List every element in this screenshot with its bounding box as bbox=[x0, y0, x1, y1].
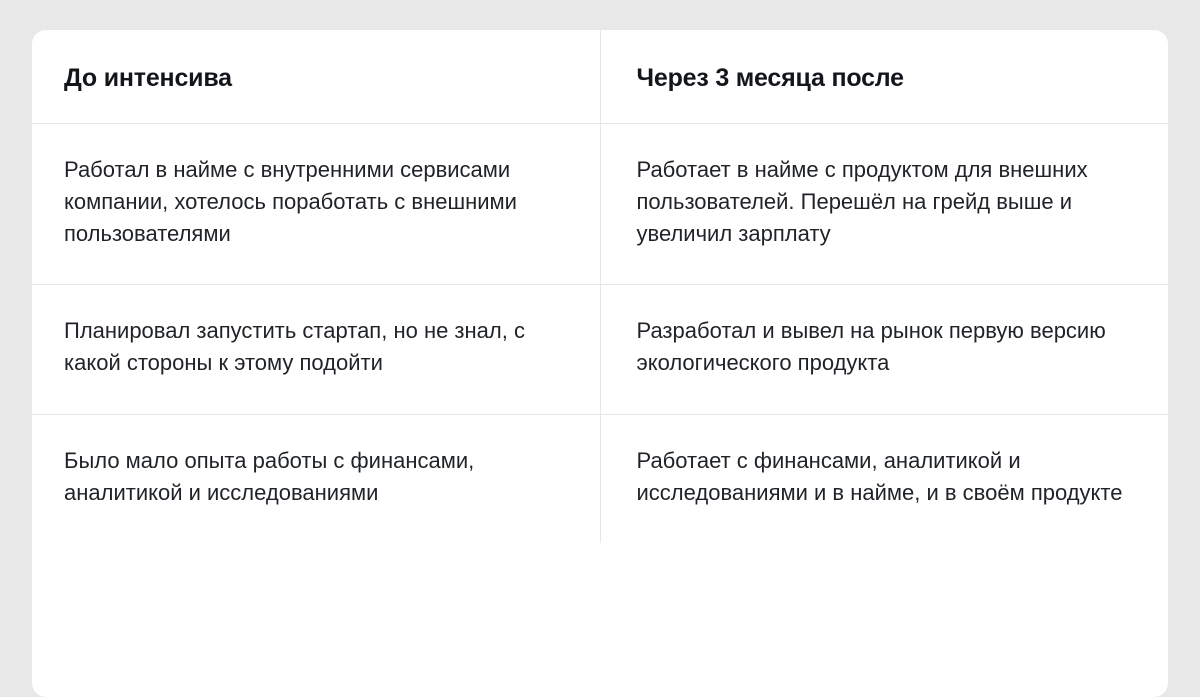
cell-after-1: Работает в найме с продуктом для внешних пользователей. Перешёл на грейд выше и увеличил зарплату bbox=[600, 124, 1168, 285]
table-header bbox=[32, 30, 1168, 124]
table-header-row bbox=[32, 30, 1168, 124]
column-header-before: До интенсива bbox=[32, 30, 600, 124]
comparison-card bbox=[32, 30, 1168, 697]
table-row bbox=[32, 285, 1168, 414]
comparison-table bbox=[32, 30, 1168, 543]
cell-before-2: Планировал запустить стартап, но не знал, с какой стороны к этому подойти bbox=[32, 285, 600, 414]
cell-after-2: Разработал и вывел на рынок первую версию экологического продукта bbox=[600, 285, 1168, 414]
table-body bbox=[32, 124, 1168, 543]
cell-before-1: Работал в найме с внутренними сервисами компании, хотелось поработать с внешними пользователями bbox=[32, 124, 600, 285]
cell-after-3: Работает с финансами, аналитикой и исследованиями и в найме, и в своём продукте bbox=[600, 414, 1168, 543]
column-header-after: Через 3 месяца после bbox=[600, 30, 1168, 124]
table-row bbox=[32, 414, 1168, 543]
cell-before-3: Было мало опыта работы с финансами, аналитикой и исследованиями bbox=[64, 447, 475, 505]
table-row bbox=[32, 124, 1168, 285]
